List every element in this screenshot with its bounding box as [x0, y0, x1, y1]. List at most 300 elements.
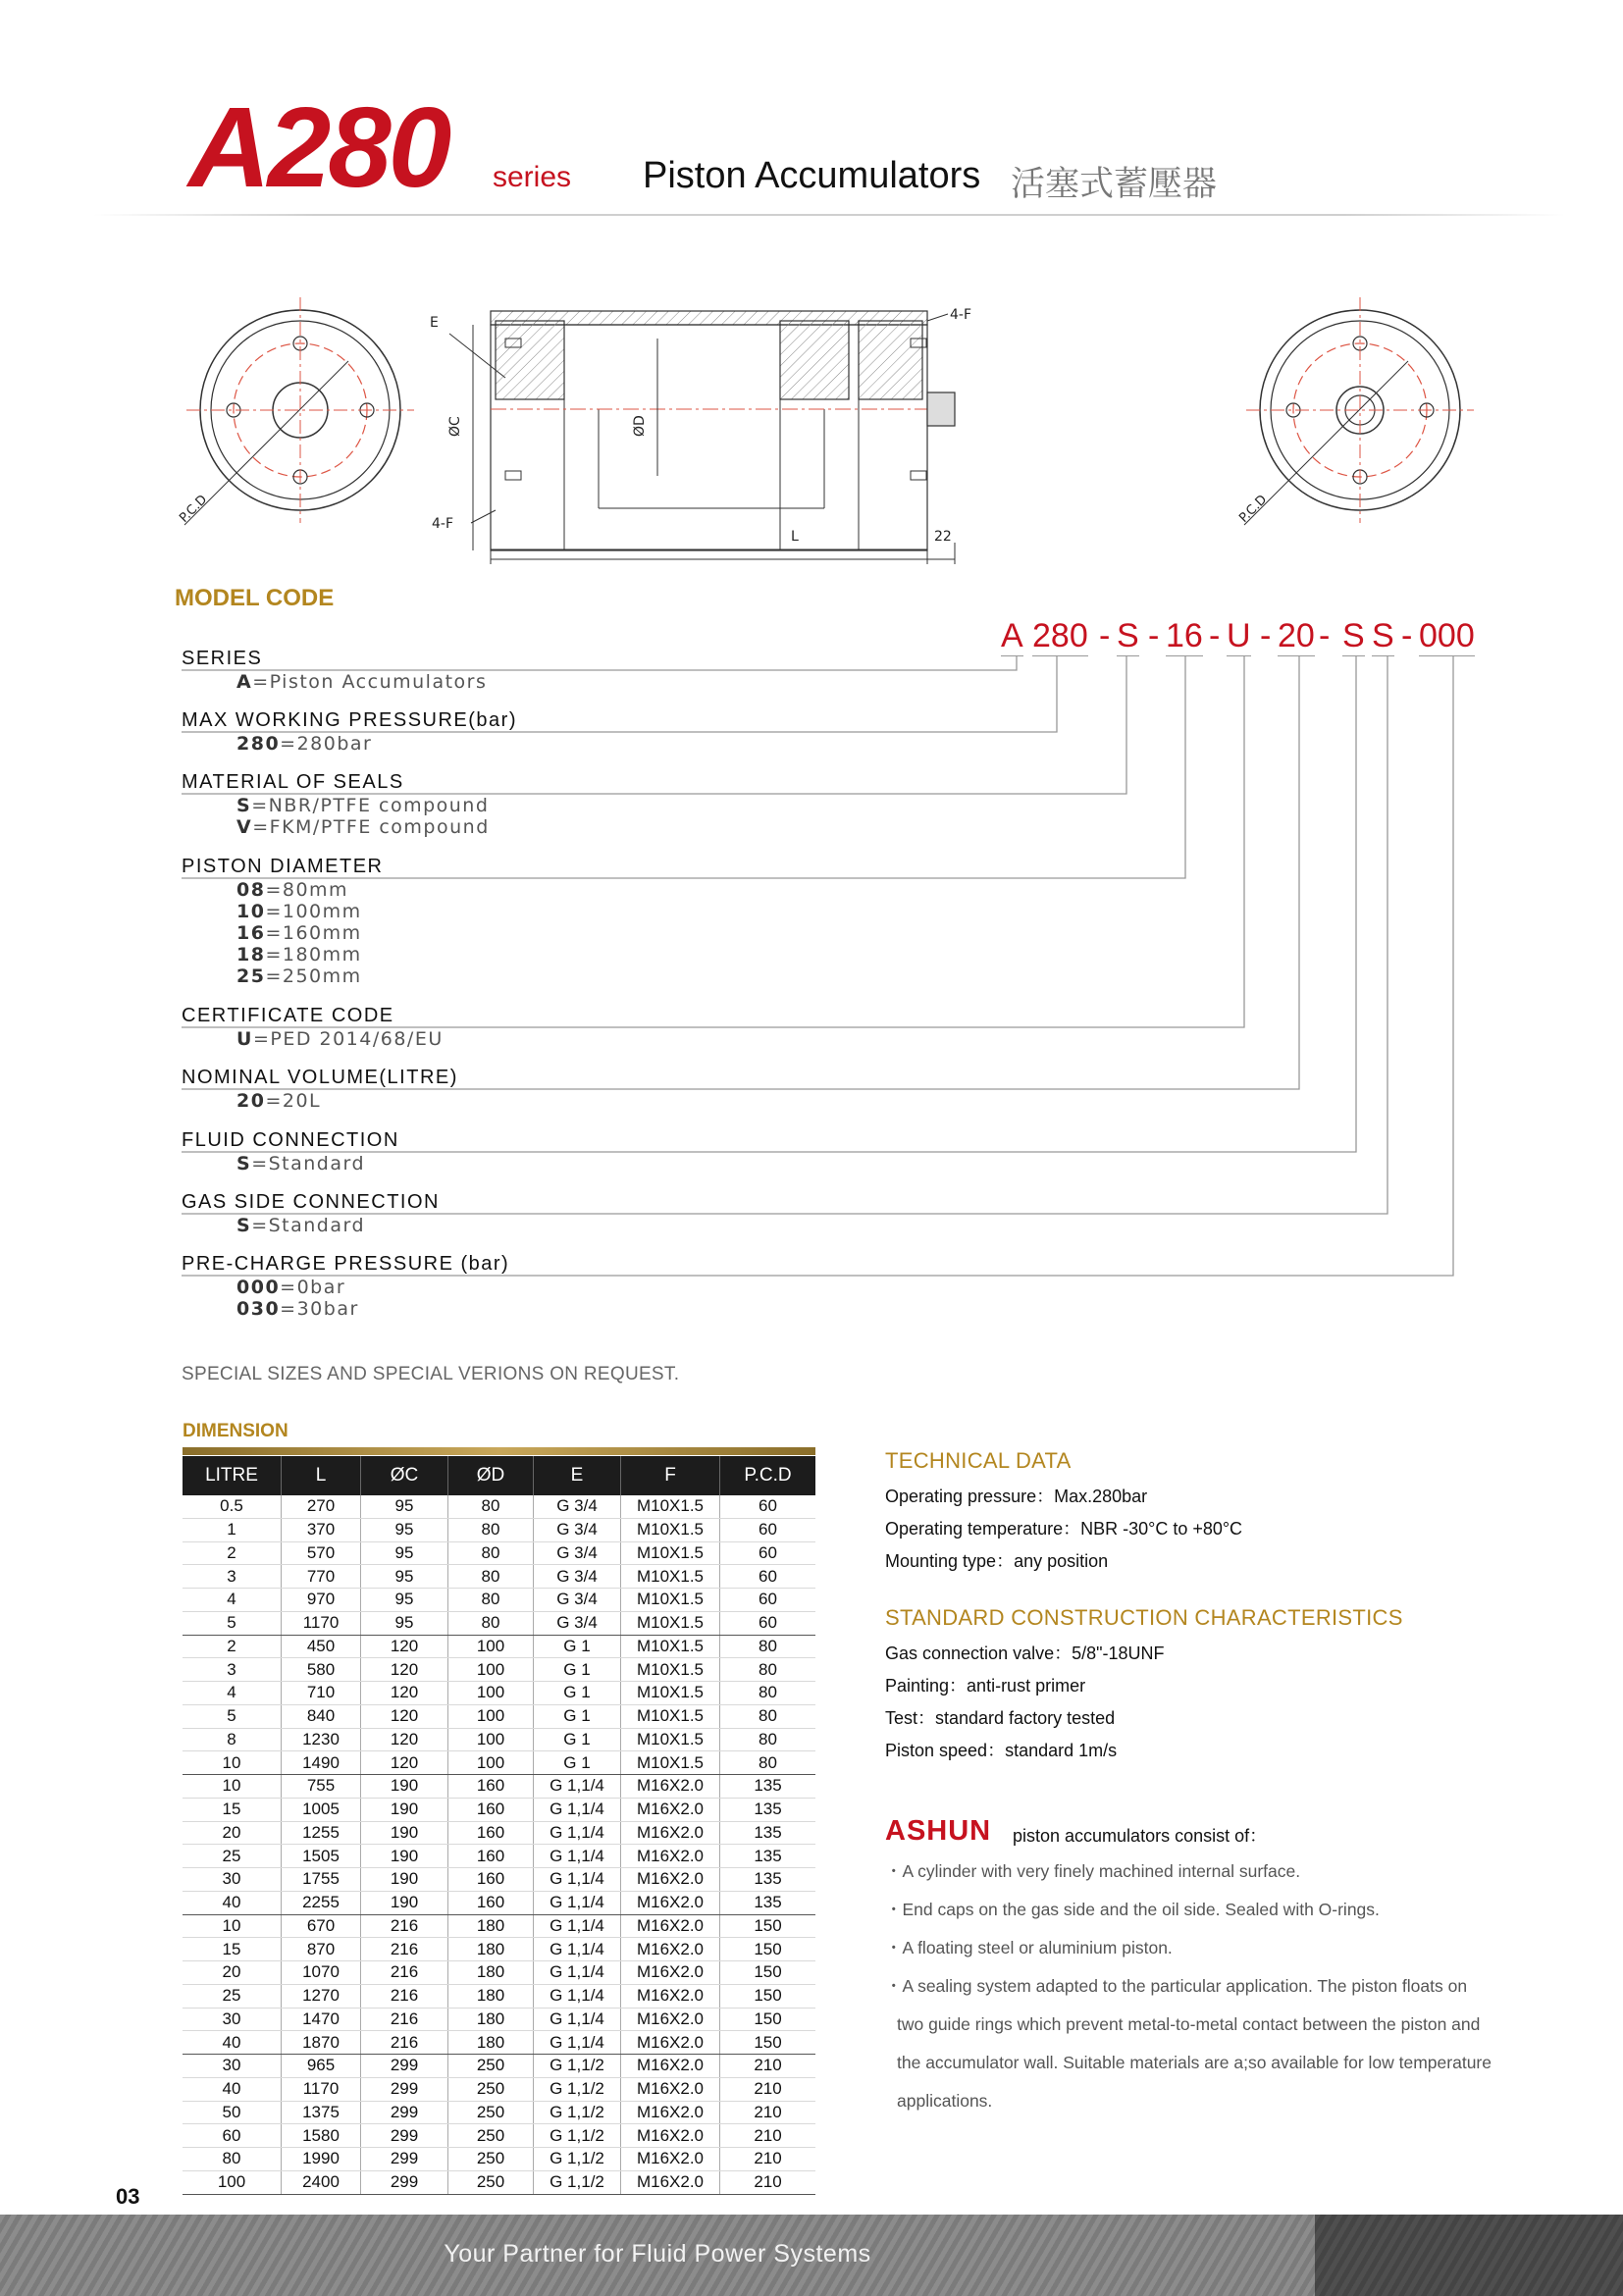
cell-litre: 20 — [183, 1821, 282, 1845]
cell-oc: 216 — [361, 1938, 448, 1961]
code-piston-diameter: 16 — [1166, 617, 1203, 654]
cell-pcd: 60 — [720, 1541, 816, 1565]
page-title: Piston Accumulators — [643, 155, 981, 196]
column-header-pcd: P.C.D — [720, 1456, 816, 1495]
cell-f: M16X2.0 — [621, 1891, 720, 1914]
cell-oc: 190 — [361, 1798, 448, 1821]
table-row — [183, 2031, 815, 2055]
piston-diameter-option — [236, 965, 362, 987]
tech-line: Operating temperature：NBR -30°C to +80°C — [885, 1519, 1243, 1539]
cell-f: M16X2.0 — [621, 1961, 720, 1985]
table-row — [183, 2055, 815, 2078]
option-code: S — [236, 1153, 252, 1174]
cell-f: M16X2.0 — [621, 2101, 720, 2124]
cell-oc: 95 — [361, 1541, 448, 1565]
option-code: 25 — [236, 965, 266, 987]
cell-l: 755 — [282, 1775, 361, 1799]
footer-band-dark — [1315, 2215, 1623, 2296]
cell-pcd: 135 — [720, 1845, 816, 1868]
option-desc: =280bar — [280, 733, 373, 755]
gas-connection-option — [236, 1215, 365, 1236]
label-l: L — [791, 529, 799, 545]
option-desc: =Standard — [251, 1153, 366, 1174]
cell-od: 250 — [448, 2124, 534, 2148]
cell-pcd: 210 — [720, 2077, 816, 2101]
cell-l: 580 — [282, 1658, 361, 1682]
cell-l: 2400 — [282, 2170, 361, 2194]
code-dash: - — [1099, 617, 1111, 654]
cell-f: M16X2.0 — [621, 1775, 720, 1799]
cell-od: 180 — [448, 2008, 534, 2031]
option-desc: =100mm — [265, 901, 362, 922]
cell-oc: 299 — [361, 2170, 448, 2194]
cell-od: 100 — [448, 1704, 534, 1728]
cell-litre: 40 — [183, 2077, 282, 2101]
option-code: V — [236, 816, 253, 838]
feature-bullet: ・A sealing system adapted to the particular application. The piston floats on two guide rings which prevent metal-to-metal contact between the piston and the accumulator wall. Suitable materials are a;so available for low temperature applications. — [885, 1976, 1492, 2111]
cell-oc: 120 — [361, 1682, 448, 1705]
cell-oc: 299 — [361, 2055, 448, 2078]
tech-line: Operating pressure：Max.280bar — [885, 1487, 1148, 1506]
piston-diameter-option — [236, 879, 348, 901]
cell-oc: 120 — [361, 1658, 448, 1682]
cell-litre: 2 — [183, 1635, 282, 1658]
series-label: series — [493, 161, 572, 193]
cell-oc: 95 — [361, 1611, 448, 1635]
label-e: E — [430, 315, 439, 331]
cell-pcd: 210 — [720, 2101, 816, 2124]
cell-pcd: 60 — [720, 1518, 816, 1541]
fluid-connection-option — [236, 1153, 365, 1174]
cell-od: 250 — [448, 2077, 534, 2101]
cell-e: G 3/4 — [534, 1589, 621, 1612]
cell-od: 80 — [448, 1589, 534, 1612]
cell-f: M10X1.5 — [621, 1751, 720, 1775]
table-row — [183, 1682, 815, 1705]
column-header-od: ØD — [448, 1456, 534, 1495]
cell-f: M16X2.0 — [621, 1938, 720, 1961]
page-title-chinese: 活塞式蓄壓器 — [1011, 165, 1218, 203]
table-row — [183, 1775, 815, 1799]
construction-line: Piston speed：standard 1m/s — [885, 1741, 1118, 1760]
cell-pcd: 80 — [720, 1682, 816, 1705]
cell-l: 970 — [282, 1589, 361, 1612]
cell-e: G 1,1/2 — [534, 2055, 621, 2078]
cell-e: G 1,1/2 — [534, 2170, 621, 2194]
dimension-table — [183, 1456, 815, 2195]
cell-l: 670 — [282, 1914, 361, 1938]
table-row — [183, 1728, 815, 1751]
option-code: 16 — [236, 922, 266, 944]
table-row — [183, 1704, 815, 1728]
option-code: 000 — [236, 1277, 281, 1298]
table-row — [183, 1541, 815, 1565]
cell-pcd: 210 — [720, 2170, 816, 2194]
table-row — [183, 2008, 815, 2031]
option-code: 18 — [236, 944, 266, 965]
cell-e: G 1,1/4 — [534, 1821, 621, 1845]
cell-litre: 0.5 — [183, 1495, 282, 1518]
cell-litre: 40 — [183, 2031, 282, 2055]
column-header-l: L — [282, 1456, 361, 1495]
cell-f: M10X1.5 — [621, 1635, 720, 1658]
cell-e: G 3/4 — [534, 1495, 621, 1518]
cell-litre: 10 — [183, 1914, 282, 1938]
label-od: ØD — [632, 415, 648, 437]
code-seals: S — [1117, 617, 1139, 654]
cell-pcd: 60 — [720, 1565, 816, 1589]
cell-l: 1490 — [282, 1751, 361, 1775]
cell-pcd: 135 — [720, 1798, 816, 1821]
cell-e: G 1,1/4 — [534, 1868, 621, 1892]
cell-pcd: 80 — [720, 1704, 816, 1728]
cell-e: G 1,1/4 — [534, 1914, 621, 1938]
table-row — [183, 1984, 815, 2008]
table-row — [183, 1868, 815, 1892]
ashun-logo: ASHUN — [885, 1815, 992, 1847]
cell-l: 870 — [282, 1938, 361, 1961]
cell-od: 100 — [448, 1635, 534, 1658]
cell-f: M16X2.0 — [621, 2148, 720, 2171]
cell-litre: 25 — [183, 1845, 282, 1868]
cell-od: 160 — [448, 1821, 534, 1845]
cell-e: G 1 — [534, 1704, 621, 1728]
option-desc: =20L — [265, 1090, 322, 1112]
cell-l: 965 — [282, 2055, 361, 2078]
cell-od: 250 — [448, 2148, 534, 2171]
cell-oc: 216 — [361, 1961, 448, 1985]
cell-l: 1170 — [282, 2077, 361, 2101]
cell-f: M16X2.0 — [621, 1845, 720, 1868]
cell-pcd: 210 — [720, 2055, 816, 2078]
cell-f: M16X2.0 — [621, 2170, 720, 2194]
feature-bullet: ・A floating steel or aluminium piston. — [885, 1938, 1173, 1957]
cell-pcd: 135 — [720, 1821, 816, 1845]
cell-l: 710 — [282, 1682, 361, 1705]
cell-l: 1270 — [282, 1984, 361, 2008]
table-header-row — [183, 1456, 815, 1495]
dimension-title-bar — [183, 1447, 815, 1455]
cell-l: 840 — [282, 1704, 361, 1728]
cell-f: M10X1.5 — [621, 1495, 720, 1518]
cell-oc: 120 — [361, 1635, 448, 1658]
table-row — [183, 1938, 815, 1961]
cell-e: G 1,1/4 — [534, 2031, 621, 2055]
label-4f-bottom: 4-F — [432, 516, 454, 532]
cell-od: 250 — [448, 2170, 534, 2194]
cell-litre: 5 — [183, 1704, 282, 1728]
table-row — [183, 1821, 815, 1845]
feature-bullet: ・A cylinder with very finely machined internal surface. — [885, 1861, 1301, 1881]
cell-l: 1375 — [282, 2101, 361, 2124]
cell-litre: 100 — [183, 2170, 282, 2194]
seals-label-entry: MATERIAL OF SEALS — [182, 771, 404, 793]
code-series: A — [1001, 617, 1023, 654]
cell-l: 1230 — [282, 1728, 361, 1751]
option-code: 280 — [236, 733, 281, 755]
column-header-e: E — [534, 1456, 621, 1495]
cell-pcd: 150 — [720, 1961, 816, 1985]
cell-e: G 1 — [534, 1635, 621, 1658]
cell-oc: 299 — [361, 2101, 448, 2124]
cell-f: M10X1.5 — [621, 1611, 720, 1635]
cell-od: 180 — [448, 1984, 534, 2008]
cell-litre: 4 — [183, 1589, 282, 1612]
model-code-title: MODEL CODE — [175, 585, 335, 611]
option-code: U — [236, 1028, 253, 1050]
construction-line: Gas connection valve：5/8"-18UNF — [885, 1644, 1165, 1663]
cell-f: M10X1.5 — [621, 1541, 720, 1565]
technical-data-title: TECHNICAL DATA — [885, 1448, 1072, 1473]
construction-title: STANDARD CONSTRUCTION CHARACTERISTICS — [885, 1605, 1403, 1630]
cell-litre: 60 — [183, 2124, 282, 2148]
cell-litre: 3 — [183, 1565, 282, 1589]
cell-f: M16X2.0 — [621, 1984, 720, 2008]
option-desc: =180mm — [265, 944, 362, 965]
model-title: A280 — [188, 83, 449, 211]
cell-pcd: 135 — [720, 1775, 816, 1799]
option-desc: =160mm — [265, 922, 362, 944]
gas-connection-label-entry: GAS SIDE CONNECTION — [182, 1191, 440, 1213]
cell-l: 1580 — [282, 2124, 361, 2148]
option-code: 20 — [236, 1090, 266, 1112]
page-number: 03 — [116, 2184, 140, 2209]
cell-od: 100 — [448, 1658, 534, 1682]
cell-f: M10X1.5 — [621, 1728, 720, 1751]
piston-diameter-option — [236, 901, 362, 922]
option-code: S — [236, 795, 252, 816]
cell-f: M10X1.5 — [621, 1518, 720, 1541]
cell-l: 1470 — [282, 2008, 361, 2031]
label-oc: ØC — [447, 416, 463, 437]
volume-label-entry: NOMINAL VOLUME(LITRE) — [182, 1067, 458, 1088]
cell-pcd: 80 — [720, 1635, 816, 1658]
code-volume: 20 — [1278, 617, 1315, 654]
cell-od: 80 — [448, 1611, 534, 1635]
code-gas-connection: S — [1372, 617, 1394, 654]
option-code: 030 — [236, 1298, 281, 1320]
code-dash: - — [1319, 617, 1331, 654]
cell-l: 1255 — [282, 1821, 361, 1845]
cell-f: M16X2.0 — [621, 2008, 720, 2031]
cell-l: 1505 — [282, 1845, 361, 1868]
cell-e: G 1,1/4 — [534, 1961, 621, 1985]
cell-pcd: 60 — [720, 1495, 816, 1518]
seals-option — [236, 816, 490, 838]
cell-l: 450 — [282, 1635, 361, 1658]
cell-f: M10X1.5 — [621, 1565, 720, 1589]
series-option — [236, 671, 487, 693]
cell-f: M16X2.0 — [621, 2077, 720, 2101]
cell-f: M10X1.5 — [621, 1589, 720, 1612]
cell-l: 1755 — [282, 1868, 361, 1892]
cell-od: 160 — [448, 1798, 534, 1821]
cell-litre: 4 — [183, 1682, 282, 1705]
cell-pcd: 135 — [720, 1891, 816, 1914]
cell-f: M10X1.5 — [621, 1658, 720, 1682]
cell-e: G 1,1/2 — [534, 2124, 621, 2148]
cell-oc: 95 — [361, 1589, 448, 1612]
cell-e: G 1 — [534, 1658, 621, 1682]
cell-litre: 30 — [183, 1868, 282, 1892]
cell-oc: 120 — [361, 1751, 448, 1775]
cell-od: 80 — [448, 1518, 534, 1541]
cell-oc: 216 — [361, 2008, 448, 2031]
precharge-option — [236, 1298, 359, 1320]
table-row — [183, 1565, 815, 1589]
cell-e: G 1 — [534, 1751, 621, 1775]
option-code: S — [236, 1215, 252, 1236]
cell-litre: 10 — [183, 1751, 282, 1775]
cell-litre: 15 — [183, 1938, 282, 1961]
table-row — [183, 2148, 815, 2171]
cell-e: G 1 — [534, 1682, 621, 1705]
cell-litre: 15 — [183, 1798, 282, 1821]
cell-e: G 1,1/4 — [534, 1798, 621, 1821]
table-row — [183, 1635, 815, 1658]
option-desc: =NBR/PTFE compound — [251, 795, 490, 816]
option-code: 08 — [236, 879, 266, 901]
cell-e: G 1,1/4 — [534, 1984, 621, 2008]
cell-e: G 1,1/4 — [534, 2008, 621, 2031]
cell-litre: 2 — [183, 1541, 282, 1565]
cell-oc: 120 — [361, 1728, 448, 1751]
piston-diameter-option — [236, 922, 362, 944]
option-desc: =80mm — [265, 879, 349, 901]
table-row — [183, 2101, 815, 2124]
pressure-option — [236, 733, 372, 755]
cell-l: 1170 — [282, 1611, 361, 1635]
cell-pcd: 80 — [720, 1728, 816, 1751]
cell-od: 160 — [448, 1891, 534, 1914]
cell-pcd: 150 — [720, 2031, 816, 2055]
cell-oc: 95 — [361, 1518, 448, 1541]
cell-l: 770 — [282, 1565, 361, 1589]
cell-l: 1005 — [282, 1798, 361, 1821]
construction-line: Painting：anti-rust primer — [885, 1676, 1086, 1696]
cell-oc: 95 — [361, 1565, 448, 1589]
feature-bullet: ・End caps on the gas side and the oil side. Sealed with O-rings. — [885, 1900, 1380, 1919]
cell-oc: 299 — [361, 2148, 448, 2171]
table-row — [183, 1961, 815, 1985]
cell-oc: 190 — [361, 1868, 448, 1892]
cell-od: 160 — [448, 1868, 534, 1892]
cell-litre: 3 — [183, 1658, 282, 1682]
option-desc: =30bar — [280, 1298, 359, 1320]
cell-e: G 1,1/4 — [534, 1845, 621, 1868]
cell-e: G 1,1/2 — [534, 2101, 621, 2124]
construction-line: Test：standard factory tested — [885, 1708, 1116, 1728]
cell-oc: 216 — [361, 1984, 448, 2008]
code-pressure: 280 — [1032, 617, 1088, 654]
cell-oc: 299 — [361, 2124, 448, 2148]
cell-oc: 299 — [361, 2077, 448, 2101]
cell-litre: 25 — [183, 1984, 282, 2008]
cell-od: 80 — [448, 1541, 534, 1565]
seals-option — [236, 795, 489, 816]
cell-pcd: 135 — [720, 1868, 816, 1892]
cell-od: 160 — [448, 1775, 534, 1799]
table-row — [183, 1518, 815, 1541]
cell-e: G 1,1/4 — [534, 1775, 621, 1799]
column-header-f: F — [621, 1456, 720, 1495]
table-row — [183, 1589, 815, 1612]
cell-e: G 1,1/4 — [534, 1891, 621, 1914]
cell-pcd: 150 — [720, 1938, 816, 1961]
precharge-option — [236, 1277, 345, 1298]
code-certificate: U — [1227, 617, 1251, 654]
cell-oc: 190 — [361, 1845, 448, 1868]
table-row — [183, 2124, 815, 2148]
certificate-label-entry: CERTIFICATE CODE — [182, 1005, 394, 1026]
piston-diameter-label-entry: PISTON DIAMETER — [182, 856, 384, 877]
cell-litre: 5 — [183, 1611, 282, 1635]
dimension-title: DIMENSION — [183, 1421, 288, 1441]
cell-f: M10X1.5 — [621, 1682, 720, 1705]
cell-litre: 80 — [183, 2148, 282, 2171]
cell-pcd: 60 — [720, 1589, 816, 1612]
table-row — [183, 2077, 815, 2101]
cell-litre: 8 — [183, 1728, 282, 1751]
table-row — [183, 1891, 815, 1914]
cell-od: 100 — [448, 1751, 534, 1775]
label-22: 22 — [934, 529, 952, 545]
code-dash: - — [1260, 617, 1272, 654]
cell-l: 570 — [282, 1541, 361, 1565]
cell-od: 80 — [448, 1495, 534, 1518]
cell-f: M16X2.0 — [621, 1821, 720, 1845]
footer-tagline: Your Partner for Fluid Power Systems — [444, 2240, 871, 2268]
cell-oc: 120 — [361, 1704, 448, 1728]
option-desc: =PED 2014/68/EU — [252, 1028, 444, 1050]
table-row — [183, 1845, 815, 1868]
ashun-intro: piston accumulators consist of： — [1013, 1826, 1268, 1846]
cell-litre: 40 — [183, 1891, 282, 1914]
option-desc: =250mm — [265, 965, 362, 987]
cell-litre: 30 — [183, 2008, 282, 2031]
cell-e: G 3/4 — [534, 1541, 621, 1565]
cell-l: 1870 — [282, 2031, 361, 2055]
cell-oc: 216 — [361, 2031, 448, 2055]
option-desc: =Standard — [251, 1215, 366, 1236]
cell-pcd: 210 — [720, 2124, 816, 2148]
table-row — [183, 1751, 815, 1775]
cell-e: G 3/4 — [534, 1611, 621, 1635]
option-desc: =Piston Accumulators — [252, 671, 488, 693]
cell-litre: 10 — [183, 1775, 282, 1799]
cell-pcd: 150 — [720, 1914, 816, 1938]
cell-pcd: 210 — [720, 2148, 816, 2171]
cell-oc: 190 — [361, 1821, 448, 1845]
cell-l: 2255 — [282, 1891, 361, 1914]
precharge-label-entry: PRE-CHARGE PRESSURE (bar) — [182, 1253, 510, 1275]
cell-pcd: 150 — [720, 1984, 816, 2008]
cell-pcd: 60 — [720, 1611, 816, 1635]
column-header-oc: ØC — [361, 1456, 448, 1495]
cell-oc: 190 — [361, 1775, 448, 1799]
cell-oc: 216 — [361, 1914, 448, 1938]
pressure-label-entry: MAX WORKING PRESSURE(bar) — [182, 709, 517, 731]
code-dash: - — [1401, 617, 1413, 654]
cell-f: M16X2.0 — [621, 1798, 720, 1821]
cell-litre: 50 — [183, 2101, 282, 2124]
cell-f: M16X2.0 — [621, 2031, 720, 2055]
label-4f-top: 4-F — [950, 307, 972, 323]
table-row — [183, 1914, 815, 1938]
code-fluid-connection: S — [1342, 617, 1365, 654]
table-row — [183, 1495, 815, 1518]
cell-pcd: 150 — [720, 2008, 816, 2031]
